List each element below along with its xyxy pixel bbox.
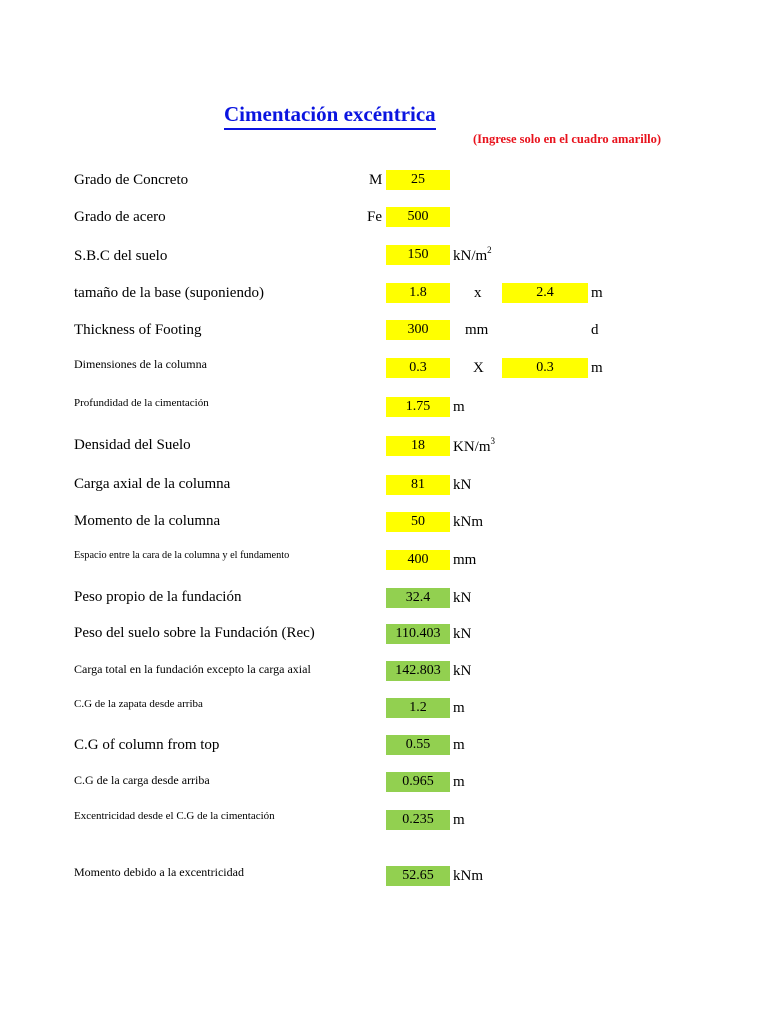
foundation-depth-label: Profundidad de la cimentación — [74, 397, 209, 409]
eccentricity-unit: m — [453, 812, 465, 828]
self-weight-label: Peso propio de la fundación — [74, 589, 242, 605]
footing-thickness-extra: d — [591, 322, 599, 338]
soil-density-label: Densidad del Suelo — [74, 437, 191, 453]
row-column-moment — [0, 512, 768, 532]
row-self-weight — [0, 588, 768, 608]
footing-thickness-unit: mm — [465, 322, 489, 338]
axial-load-label: Carga axial de la columna — [74, 476, 231, 492]
soil-weight-unit: kN — [453, 626, 472, 642]
foundation-depth-unit: m — [453, 399, 465, 415]
soil-weight-label: Peso del suelo sobre la Fundación (Rec) — [74, 625, 315, 641]
sbc-input[interactable]: 150 — [386, 245, 450, 265]
column-edge-spacing-input[interactable]: 400 — [386, 550, 450, 570]
cg-load-value: 0.965 — [386, 772, 450, 792]
column-edge-spacing-label: Espacio entre la cara de la columna y el fundamento — [74, 550, 290, 561]
row-column-dimensions — [0, 358, 768, 378]
eccentricity-label: Excentricidad desde el C.G de la cimentación — [74, 810, 275, 822]
concrete-grade-prefix: M — [369, 172, 383, 188]
base-size-unit: m — [591, 285, 603, 301]
soil-weight-value: 110.403 — [386, 624, 450, 644]
base-size-label: tamaño de la base (suponiendo) — [74, 285, 264, 301]
eccentricity-moment-value: 52.65 — [386, 866, 450, 886]
column-moment-label: Momento de la columna — [74, 513, 221, 529]
row-soil-weight — [0, 624, 768, 644]
base-length-input[interactable]: 1.8 — [386, 283, 450, 303]
steel-grade-input[interactable]: 500 — [386, 207, 450, 227]
soil-density-input[interactable]: 18 — [386, 436, 450, 456]
axial-load-unit: kN — [453, 477, 472, 493]
row-footing-thickness — [0, 320, 768, 340]
sbc-label: S.B.C del suelo — [74, 248, 168, 264]
axial-load-input[interactable]: 81 — [386, 475, 450, 495]
row-eccentricity — [0, 810, 768, 830]
row-column-edge-spacing — [0, 550, 768, 570]
base-width-input[interactable]: 2.4 — [502, 283, 588, 303]
row-cg-column — [0, 735, 768, 755]
row-sbc — [0, 245, 768, 265]
row-eccentricity-moment — [0, 866, 768, 886]
footing-thickness-label: Thickness of Footing — [74, 322, 202, 338]
column-edge-spacing-unit: mm — [453, 552, 477, 568]
column-dimensions-label: Dimensiones de la columna — [74, 357, 207, 371]
cg-column-label: C.G of column from top — [74, 737, 220, 753]
soil-density-unit: $KN/m^3$ — [453, 436, 495, 455]
cg-footing-unit: m — [453, 700, 465, 716]
cg-footing-value: 1.2 — [386, 698, 450, 718]
row-soil-density — [0, 436, 768, 456]
column-moment-unit: kNm — [453, 514, 483, 530]
row-concrete-grade — [0, 170, 768, 190]
concrete-grade-label: Grado de Concreto — [74, 172, 189, 188]
foundation-depth-input[interactable]: 1.75 — [386, 397, 450, 417]
steel-grade-label: Grado de acero — [74, 209, 166, 225]
column-dim-a-input[interactable]: 0.3 — [386, 358, 450, 378]
row-cg-load — [0, 772, 768, 792]
column-dims-unit: m — [591, 360, 603, 376]
row-base-size — [0, 283, 768, 303]
total-load-label: Carga total en la fundación excepto la carga axial — [74, 662, 311, 676]
row-steel-grade — [0, 207, 768, 227]
column-dims-separator: X — [473, 360, 484, 376]
eccentricity-moment-unit: kNm — [453, 868, 483, 884]
steel-grade-prefix: Fe — [367, 209, 382, 225]
eccentricity-value: 0.235 — [386, 810, 450, 830]
cg-column-value: 0.55 — [386, 735, 450, 755]
self-weight-value: 32.4 — [386, 588, 450, 608]
self-weight-unit: kN — [453, 590, 472, 606]
sheet-title: Cimentación excéntrica — [224, 102, 436, 130]
total-load-value: 142.803 — [386, 661, 450, 681]
base-size-separator: x — [474, 285, 482, 301]
cg-footing-label: C.G de la zapata desde arriba — [74, 698, 203, 710]
column-dim-b-input[interactable]: 0.3 — [502, 358, 588, 378]
eccentricity-moment-label: Momento debido a la excentricidad — [74, 865, 244, 879]
total-load-unit: kN — [453, 663, 472, 679]
row-axial-load — [0, 475, 768, 495]
row-total-load — [0, 661, 768, 681]
concrete-grade-input[interactable]: 25 — [386, 170, 450, 190]
row-cg-footing — [0, 698, 768, 718]
cg-load-unit: m — [453, 774, 465, 790]
column-moment-input[interactable]: 50 — [386, 512, 450, 532]
sbc-unit: $kN/m^2$ — [453, 245, 492, 264]
row-foundation-depth — [0, 397, 768, 417]
footing-thickness-input[interactable]: 300 — [386, 320, 450, 340]
cg-load-label: C.G de la carga desde arriba — [74, 773, 210, 787]
cg-column-unit: m — [453, 737, 465, 753]
input-instruction-note: (Ingrese solo en el cuadro amarillo) — [473, 132, 662, 146]
